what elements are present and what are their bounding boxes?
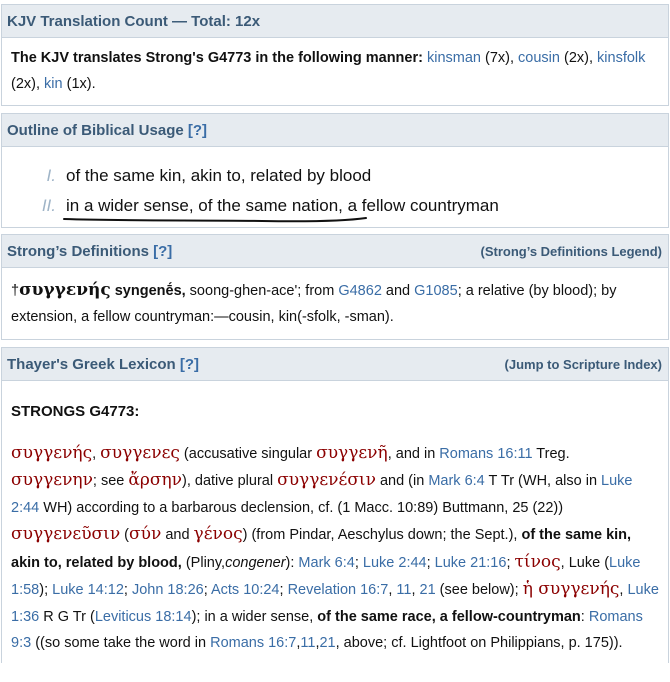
entry-text: , Luke (: [560, 554, 610, 571]
underline-stroke-icon: [62, 215, 370, 225]
kjv-body: [2, 38, 668, 105]
outline-number: II.: [41, 196, 56, 215]
entry-text: ((so some take the word in: [31, 635, 211, 651]
entry-text: :: [580, 608, 589, 625]
kjv-title: KJV Translation Count — Total: 12x: [7, 12, 261, 30]
strongs-panel: [1, 234, 669, 340]
entry-text: Treg.: [532, 445, 574, 462]
entry-text: , and in: [387, 445, 440, 462]
scripture-ref-link[interactable]: 21: [419, 582, 436, 598]
strongs-body: [2, 268, 668, 339]
scripture-ref-link[interactable]: John 18:26: [131, 582, 204, 598]
kjv-count: (1x).: [66, 76, 96, 92]
entry-text: ;: [279, 582, 288, 598]
outline-title: Outline of Biblical Usage: [7, 121, 184, 139]
entry-text: (see below);: [435, 582, 523, 598]
entry-text: R G Tr (: [39, 608, 95, 625]
scripture-ref-link[interactable]: Mark 6:4: [298, 554, 355, 571]
thayer-entry: [11, 440, 659, 657]
strongs-definition: ; a relative (by blood); by extension, a fellow countryman:—cousin, kin(-sfolk, -sman).: [11, 283, 617, 325]
strongs-transliteration: syngenḗs,: [114, 283, 186, 299]
thayer-body: [2, 381, 668, 663]
entry-text: ,: [619, 582, 628, 598]
kjv-count: (2x),: [564, 50, 593, 66]
outline-item: [2, 191, 659, 221]
strongs-legend-link[interactable]: (Strong’s Definitions Legend): [480, 243, 662, 259]
handwritten-underline: [66, 191, 343, 221]
scripture-ref-link[interactable]: Luke 1:58: [11, 554, 641, 598]
greek-term: συγγενῆ: [316, 442, 388, 463]
definition-text: of the same kin, akin to, related by blood,: [11, 527, 632, 571]
scripture-ref-link[interactable]: Luke 1:36: [11, 582, 659, 625]
kjv-link-kin[interactable]: kin: [44, 76, 63, 92]
kjv-lead: The KJV translates Strong's G4773 in the following manner:: [11, 50, 423, 66]
entry-text: ;: [354, 554, 363, 571]
entry-text: );: [39, 582, 53, 598]
greek-term: συγγενεῦσιν: [11, 524, 121, 544]
entry-text: ); in a wider sense,: [191, 608, 318, 625]
scripture-ref-link[interactable]: Luke 2:44: [362, 554, 427, 571]
scripture-ref-link[interactable]: Romans 9:3: [11, 608, 643, 651]
kjv-link-kinsman[interactable]: kinsman: [426, 50, 481, 66]
greek-term: ἄρσην: [128, 470, 182, 490]
entry-text: ;: [506, 554, 515, 571]
thayer-help-link[interactable]: [?]: [179, 355, 199, 373]
scripture-ref-link[interactable]: Romans 16:7: [210, 635, 297, 651]
entry-text: ):: [285, 554, 299, 571]
scripture-ref-link[interactable]: Luke 2:44: [11, 473, 633, 516]
entry-text: ,: [92, 445, 101, 462]
greek-term: συγγενην: [11, 470, 93, 490]
scripture-ref-link[interactable]: 11: [300, 635, 316, 651]
entry-text: ) (from Pindar, Aeschylus down; the Sept.),: [242, 527, 522, 543]
scripture-ref-link[interactable]: 21: [319, 635, 336, 651]
kjv-link-kinsfolk[interactable]: kinsfolk: [597, 50, 646, 66]
entry-text: ;: [123, 582, 132, 598]
italic-term: congener: [225, 554, 286, 571]
entry-text: and (in: [375, 473, 429, 489]
scripture-ref-link[interactable]: Leviticus 18:14: [94, 608, 192, 625]
entry-text: ,: [411, 582, 420, 598]
entry-text: and: [161, 527, 194, 543]
definition-text: of the same race, a fellow-countryman: [317, 608, 581, 625]
scripture-ref-link[interactable]: Mark 6:4: [428, 473, 485, 489]
scripture-ref-link[interactable]: Luke 14:12: [52, 582, 124, 598]
scripture-ref-link[interactable]: Revelation 16:7: [287, 582, 389, 598]
thayer-header: [2, 348, 668, 381]
entry-text: ;: [203, 582, 211, 598]
thayer-title: Thayer's Greek Lexicon: [7, 355, 176, 373]
greek-term: σύν: [129, 524, 162, 544]
thayer-strongs-label: STRONGS G4773:: [11, 403, 140, 420]
kjv-link-cousin[interactable]: cousin: [518, 50, 560, 66]
strongs-title: Strong’s Definitions: [7, 242, 149, 260]
kjv-count: (2x),: [11, 76, 40, 92]
kjv-panel: [1, 4, 669, 106]
scripture-ref-link[interactable]: 11: [396, 582, 412, 598]
thayer-panel: [1, 347, 669, 663]
entry-text: ,: [388, 582, 397, 598]
entry-text: (accusative singular: [179, 445, 317, 462]
outline-header: [2, 114, 668, 147]
entry-text: ; see: [92, 473, 129, 489]
greek-term: συγγενής: [11, 442, 93, 463]
scripture-ref-link[interactable]: Luke 21:16: [434, 554, 507, 571]
greek-term: συγγενέσιν: [277, 470, 376, 490]
greek-term: συγγενες: [100, 442, 180, 463]
outline-text: of the same kin, akin to, related by blood: [66, 166, 372, 185]
dagger-mark: †: [11, 283, 20, 299]
outline-panel: [1, 113, 669, 228]
outline-text-rest: a fellow countryman: [342, 196, 499, 215]
entry-text: T Tr (WH, also in: [484, 473, 602, 489]
outline-help-link[interactable]: [?]: [187, 121, 208, 139]
strongs-header: [2, 235, 668, 268]
outline-number: I.: [46, 166, 56, 185]
entry-text: , above; cf. Lightfoot on Philippians, p. 175)).: [335, 635, 623, 651]
entry-text: WH) according to a barbarous declension, cf. (1 Macc. 10:89) Buttmann, 25 (22)): [39, 499, 568, 516]
scripture-ref-link[interactable]: Acts 10:24: [210, 582, 280, 598]
outline-body: [2, 147, 668, 227]
entry-text: (Pliny,: [181, 554, 226, 571]
greek-term: γένος: [193, 524, 243, 544]
strongs-ref-link[interactable]: G4862: [338, 283, 382, 299]
strongs-pronunciation: soong-ghen-ace'; from: [185, 283, 339, 299]
strongs-greek-word: συγγενής: [19, 280, 111, 300]
greek-term: τίνος: [514, 551, 561, 572]
entry-text: ), dative plural: [182, 473, 278, 489]
scripture-ref-link[interactable]: Romans 16:11: [439, 445, 533, 462]
entry-text: (: [120, 527, 130, 543]
greek-term: ἡ συγγενής: [522, 579, 620, 599]
strongs-ref-link[interactable]: G1085: [414, 283, 458, 299]
kjv-header: [2, 5, 668, 38]
strongs-conjunction: and: [381, 283, 415, 299]
entry-text: ;: [426, 554, 435, 571]
scripture-index-link[interactable]: (Jump to Scripture Index): [504, 356, 662, 372]
strongs-help-link[interactable]: [?]: [153, 242, 173, 260]
outline-item: [2, 161, 659, 191]
outline-text-underlined: in a wider sense, of the same nation,: [66, 196, 343, 215]
entry-text: ,: [296, 635, 301, 651]
kjv-count: (7x),: [485, 50, 515, 66]
entry-text: ,: [315, 635, 320, 651]
